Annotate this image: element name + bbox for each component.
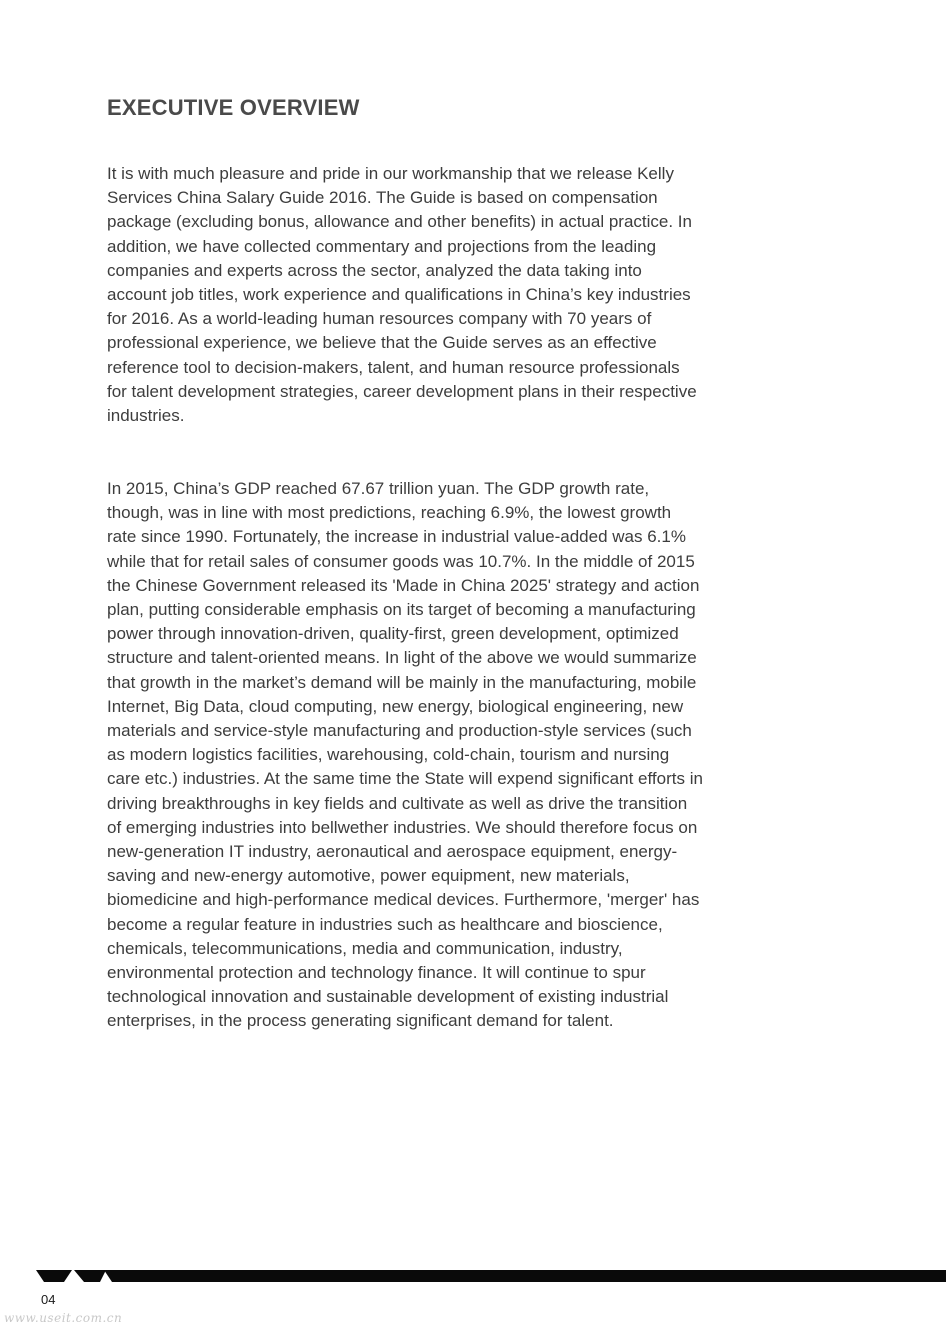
page-number: 04 [41,1292,56,1307]
footer-stripe-segment-2 [74,1270,106,1282]
footer-stripe-main [104,1270,946,1282]
intro-paragraph: It is with much pleasure and pride in our workmanship that we release Kelly Services China Salary Guide 2016. The Guide is based on compensation package (excluding bonus, allowance and other benefits) in actual practice. In addition, we have collected commentary and projections from the leading companies and experts across the sector, analyzed the data taking into account job titles, work experience and qualifications in China’s key industries for 2016. As a world-leading human resources company with 70 years of professional experience, we believe that the Guide serves as an effective reference tool to decision-makers, talent, and human resource professionals for talent development strategies, career development plans in their respective industries. [107,164,697,426]
footer-stripe-bar [0,1268,946,1284]
watermark-text: www.useit.com.cn [4,1311,123,1325]
economy-paragraph: In 2015, China’s GDP reached 67.67 trillion yuan. The GDP growth rate, though, was in line with most predictions, reaching 6.9%, the lowest growth rate since 1990. Fortunately, the increase in industrial value-added was 6.1% while that for retail sales of consumer goods was 10.7%. In the middle of 2015 the Chinese Government released its 'Made in China 2025' strategy and action plan, putting considerable emphasis on its target of becoming a manufacturing power through innovation-driven, quality-first, green development, optimized structure and talent-oriented means. In light of the above we would summarize that growth in the market’s demand will be mainly in the manufacturing, mobile Internet, Big Data, cloud computing, new energy, biological engineering, new materials and service-style manufacturing and production-style services (such as modern logistics facilities, warehousing, cold-chain, tourism and nursing care etc.) industries. At the same time the State will expend significant efforts in driving breakthroughs in key fields and cultivate as well as drive the transition of emerging industries into bellwether industries. We should therefore focus on new-generation IT industry, aeronautical and aerospace equipment, energy-saving and new-energy automotive, power equipment, new materials, biomedicine and high-performance medical devices. Furthermore, 'merger' has become a regular feature in industries such as healthcare and bioscience, chemicals, telecommunications, media and communication, industry, environmental protection and technology finance. It will continue to spur technological innovation and sustainable development of existing industrial enterprises, in the process generating significant demand for talent. [107,479,703,1031]
footer-stripe-segment-1 [36,1270,72,1282]
page-title: EXECUTIVE OVERVIEW [107,95,360,120]
